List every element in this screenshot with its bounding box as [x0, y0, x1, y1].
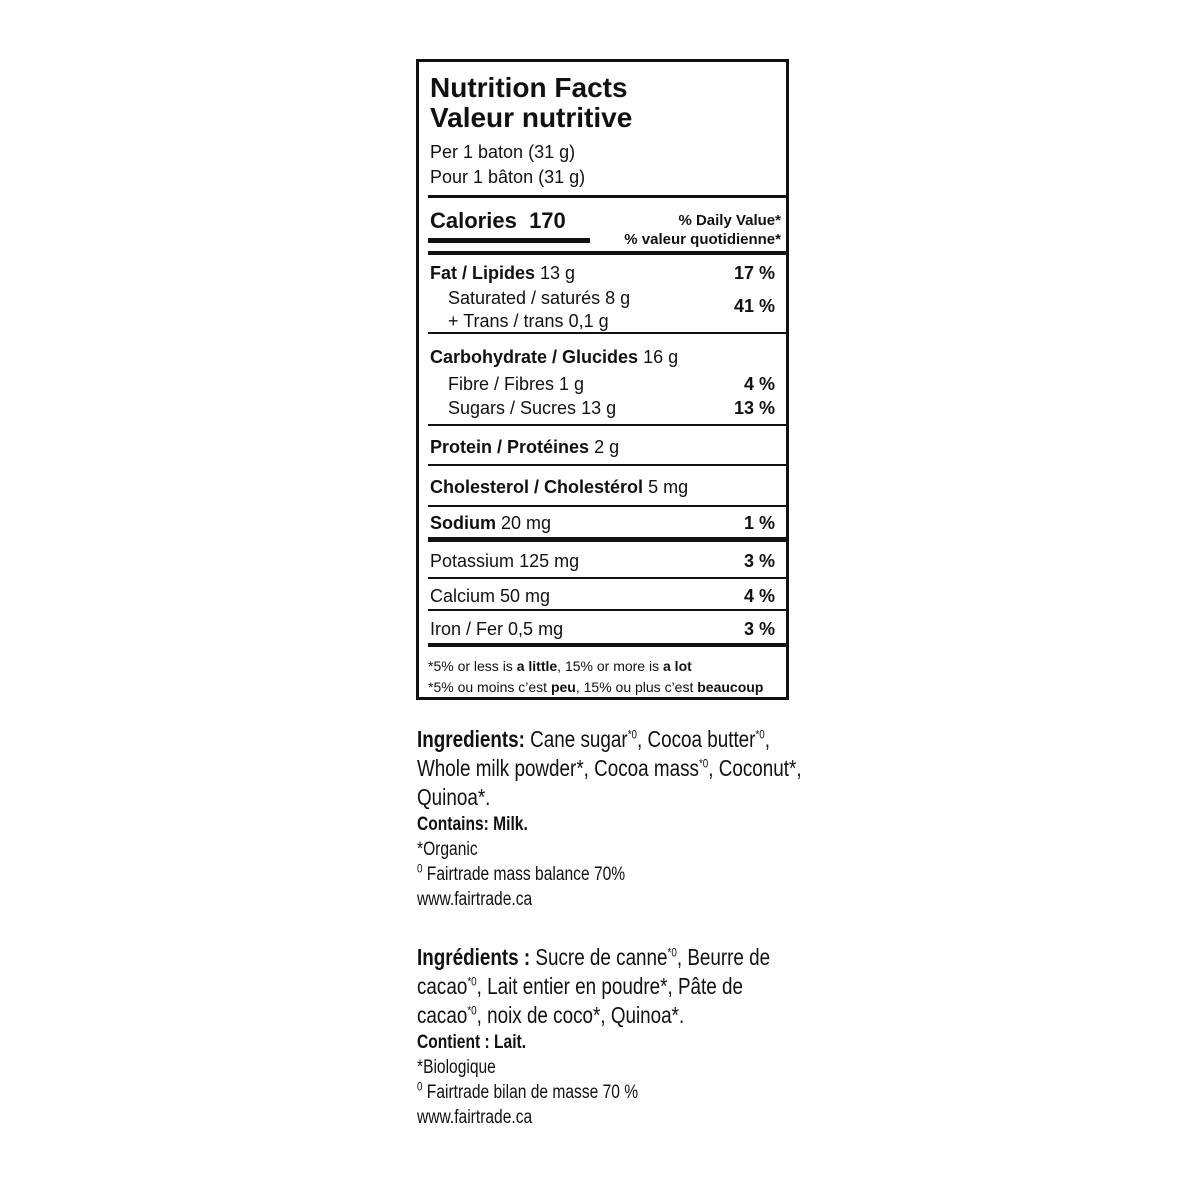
title-en: Nutrition Facts: [430, 72, 628, 103]
footnote-fr: *5% ou moins c’est peu, 15% ou plus c’est beaucoup: [428, 679, 764, 695]
serving-size-en: Per 1 baton (31 g): [430, 142, 576, 162]
ingredients-fr-label: Ingrédients :: [417, 944, 531, 970]
calories: [430, 208, 566, 234]
ingredients-en-list: Ingredients: Cane sugar$^{*0}$, Cocoa butter$^{*0}$, Whole milk powder*, Cocoa mass$^{*0}$, Coconut*, Quinoa*.: [417, 726, 802, 810]
divider: [428, 251, 787, 255]
nutrient-row-trans: + Trans / trans 0,1 g: [448, 311, 609, 331]
nutrient-row-carbohydrate: Carbohydrate / Glucides 16 g: [430, 347, 679, 367]
calories-label: Calories: [430, 208, 517, 233]
nutrient-row-saturated: Saturated / saturés 8 g: [448, 288, 631, 308]
nutrient-row-protein: Protein / Protéines 2 g: [430, 437, 620, 457]
title-fr: Valeur nutritive: [430, 102, 633, 133]
divider: [428, 464, 787, 466]
nutrient-row-cholesterol: Cholesterol / Cholestérol 5 mg: [430, 477, 689, 497]
contains-fr: Contient : Lait.: [417, 1032, 527, 1053]
nutrient-row-potassium: Potassium 125 mg 3 %: [430, 551, 775, 571]
fairtrade-url-en: www.fairtrade.ca: [417, 889, 533, 910]
fairtrade-note-fr: $^0$ Fairtrade bilan de masse 70 %: [417, 1079, 639, 1103]
nutrient-row-sugars: Sugars / Sucres 13 g 13 %: [448, 398, 775, 418]
nutrient-row-iron: Iron / Fer 0,5 mg 3 %: [430, 619, 775, 639]
calories-underline: [428, 238, 590, 243]
contains-en: Contains: Milk.: [417, 814, 528, 835]
calories-value: 170: [529, 208, 566, 233]
divider: [428, 643, 787, 647]
divider: [428, 195, 787, 198]
divider: [428, 424, 787, 426]
divider: [428, 332, 787, 334]
serving-size-fr: Pour 1 bâton (31 g): [430, 167, 586, 187]
divider: [428, 505, 787, 507]
divider: [428, 577, 787, 579]
ingredients-fr-list: Ingrédients : Sucre de canne$^{*0}$, Beurre de cacao$^{*0}$, Lait entier en poudre*, Pâte de cacao$^{*0}$, noix de coco*, Quinoa*.: [417, 944, 771, 1028]
nutrient-row-calcium: Calcium 50 mg 4 %: [430, 586, 775, 606]
divider: [428, 609, 787, 611]
divider: [428, 537, 787, 542]
daily-value-en: % Daily Value*: [678, 212, 781, 229]
nutrition-facts-table: [416, 59, 789, 700]
sat-trans-percent: 41 %: [733, 296, 775, 316]
ingredients-en: [417, 725, 817, 912]
organic-note-en: *Organic: [417, 839, 478, 860]
footnote-en: *5% or less is a little, 15% or more is a lot: [428, 658, 692, 674]
daily-value-header: [624, 211, 781, 249]
nutrient-row-fat: Fat / Lipides 13 g 17 %: [430, 263, 775, 283]
ingredients-en-label: Ingredients:: [417, 726, 525, 752]
fairtrade-url-fr: www.fairtrade.ca: [417, 1107, 533, 1128]
ingredients-fr: [417, 943, 817, 1130]
daily-value-fr: % valeur quotidienne*: [624, 231, 781, 248]
nutrient-row-fibre: Fibre / Fibres 1 g 4 %: [448, 374, 775, 394]
organic-note-fr: *Biologique: [417, 1057, 496, 1078]
fairtrade-note-en: $^0$ Fairtrade mass balance 70%: [417, 861, 626, 885]
nutrient-row-sodium: Sodium 20 mg 1 %: [430, 513, 775, 533]
